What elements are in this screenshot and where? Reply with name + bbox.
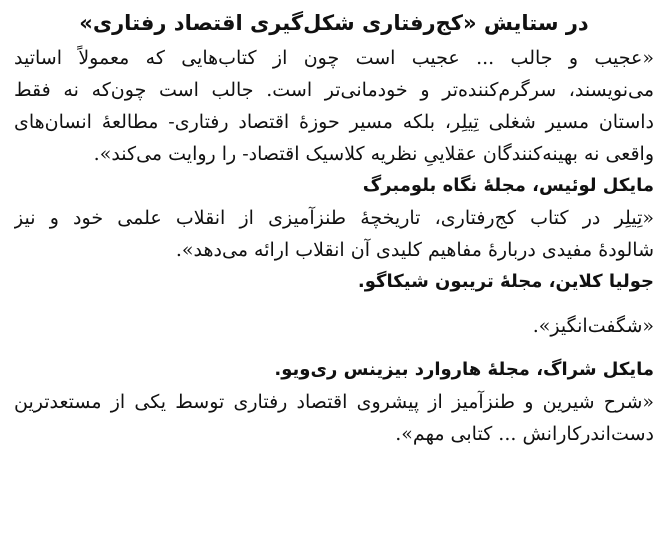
quote-line: شالودهٔ مفیدی دربارهٔ مفاهیم کلیدی آن انقلاب ارائه می‌دهد».: [175, 239, 654, 261]
review-quote-4: [14, 386, 654, 450]
review-source-1: مایکل لوئیس، مجلهٔ نگاه بلومبرگ: [362, 175, 654, 196]
review-source-3: مایکل شراگ، مجلهٔ هاروارد بیزینس ری‌ویو.: [274, 359, 654, 380]
review-source-2: جولیا کلاین، مجلهٔ تریبون شیکاگو.: [357, 271, 654, 292]
quote-line: می‌نویسند، سرگرم‌کننده‌تر و خودمانی‌تر است. جالب است چون‌که نه فقط: [14, 79, 654, 101]
quote-line: «عجیب و جالب ... عجیب است چون از کتاب‌هایی که معمولاً اساتید: [14, 47, 654, 69]
quote-line: واقعی نه بهینه‌کنندگان عقلاییِ نظریه کلاسیک اقتصاد- را روایت می‌کند».: [93, 143, 654, 165]
quote-line: «تِیلِر در کتاب کج‌رفتاری، تاریخچهٔ طنزآمیزی از انقلاب علمی خود و نیز: [14, 207, 654, 229]
spacer: [14, 298, 654, 310]
quote-line: دست‌اندرکارانش ... کتابی مهم».: [395, 423, 654, 445]
page-title: در ستایش «کج‌رفتاری شکل‌گیری اقتصاد رفتاری»: [79, 11, 589, 35]
review-quote-1: [14, 42, 654, 170]
review-quote-2: [14, 202, 654, 266]
review-quote-3: [14, 310, 654, 342]
spacer: [14, 342, 654, 354]
quote-line: «شگفت‌انگیز».: [532, 315, 654, 337]
quote-line: «شرح شیرین و طنزآمیز از پیشروی اقتصاد رفتاری توسط یکی از مستعدترین: [14, 391, 654, 413]
quote-line: داستان مسیر شغلی تِیلِر، بلکه مسیر حوزهٔ اقتصاد رفتاری- مطالعهٔ انسان‌های: [14, 111, 654, 133]
